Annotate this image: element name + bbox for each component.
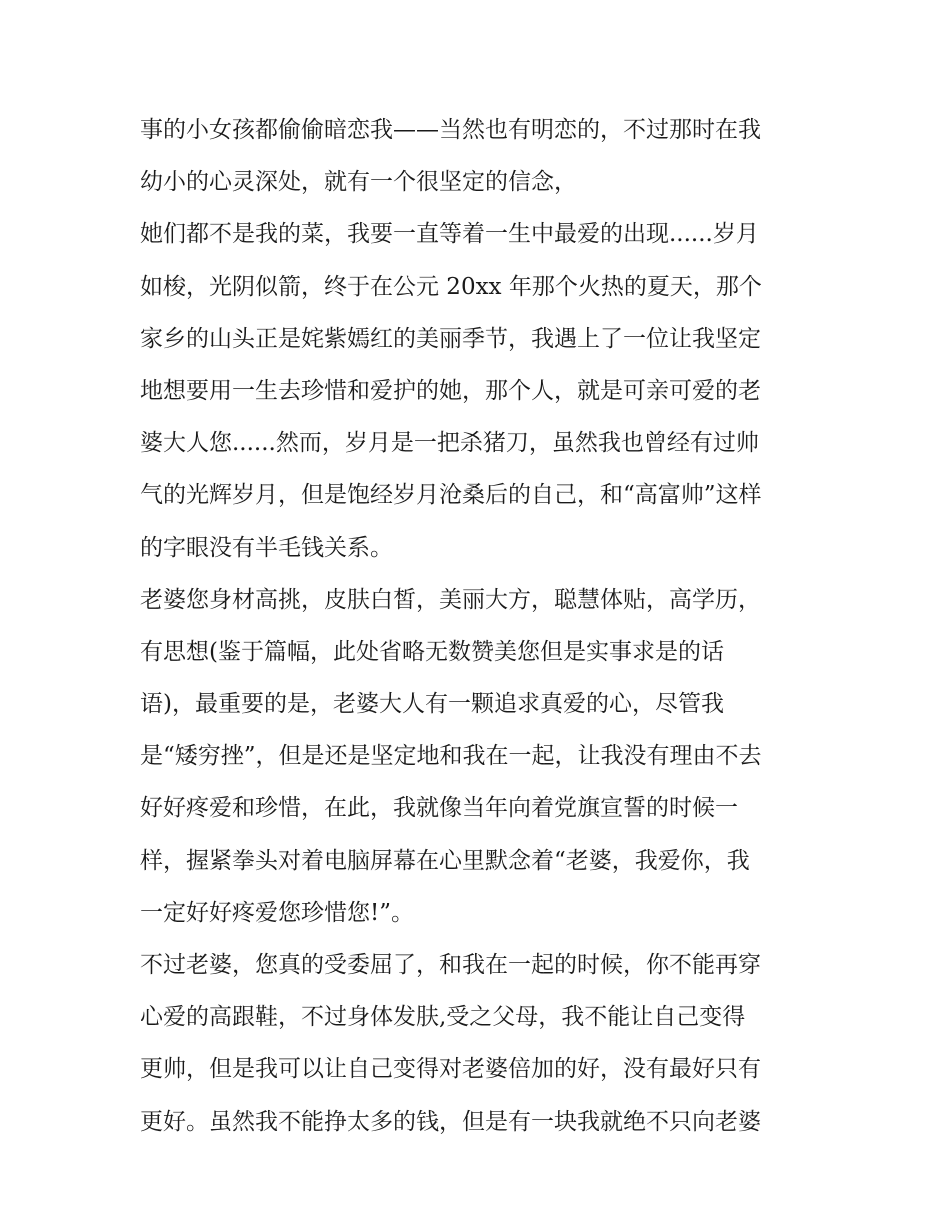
text-line: 语)，最重要的是，老婆大人有一颗追求真爱的心，尽管我 xyxy=(140,691,724,718)
text-line: 心爱的高跟鞋，不过身体发肤,受之父母，我不能让自己变得 xyxy=(140,1004,746,1031)
text-line: 一定好好疼爱您珍惜您!”。 xyxy=(140,899,415,926)
text-line: 老婆您身材高挑，皮肤白皙，美丽大方，聪慧体贴，高学历， xyxy=(140,586,761,613)
text-line: 是“矮穷挫”，但是还是坚定地和我在一起，让我没有理由不去 xyxy=(140,743,762,770)
text-line: 更帅，但是我可以让自己变得对老婆倍加的好，没有最好只有 xyxy=(140,1056,761,1083)
text-line: 事的小女孩都偷偷暗恋我——当然也有明恋的，不过那时在我 xyxy=(140,117,761,143)
body-text xyxy=(140,104,820,1148)
text-line: 气的光辉岁月，但是饱经岁月沧桑后的自己，和“高富帅”这样 xyxy=(140,482,762,509)
text-line: 家乡的山头正是姹紫嫣红的美丽季节，我遇上了一位让我坚定 xyxy=(140,325,761,352)
text-line: 有思想(鉴于篇幅，此处省略无数赞美您但是实事求是的话 xyxy=(140,638,724,665)
text-line: 样，握紧拳头对着电脑屏幕在心里默念着“老婆，我爱你，我 xyxy=(140,847,750,874)
text-line: 地想要用一生去珍惜和爱护的她，那个人，就是可亲可爱的老 xyxy=(140,377,761,404)
text-line: 幼小的心灵深处，就有一个很坚定的信念， xyxy=(140,169,577,196)
text-line: 更好。虽然我不能挣太多的钱，但是有一块我就绝不只向老婆 xyxy=(140,1108,761,1135)
text-line: 如梭，光阴似箭，终于在公元 20xx 年那个火热的夏天，那个 xyxy=(140,273,762,300)
text-line: 不过老婆，您真的受委屈了，和我在一起的时候，你不能再穿 xyxy=(140,952,761,978)
text-line: 好好疼爱和珍惜，在此，我就像当年向着党旗宣誓的时候一 xyxy=(140,795,738,822)
text-line: 的字眼没有半毛钱关系。 xyxy=(140,534,393,561)
text-line: 她们都不是我的菜，我要一直等着一生中最爱的出现......岁月 xyxy=(140,221,759,248)
text-line: 婆大人您......然而，岁月是一把杀猪刀，虽然我也曾经有过帅 xyxy=(140,430,759,457)
